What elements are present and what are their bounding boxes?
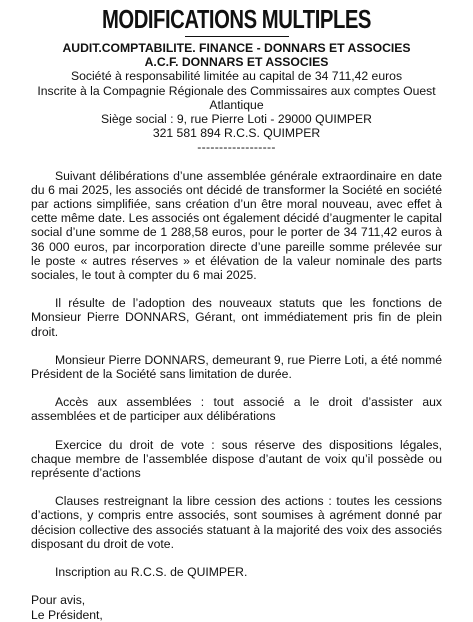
company-form: Société à responsabilité limitée au capital de 34 711,42 euros (70, 69, 403, 84)
closing-text: Pour avis, (31, 593, 86, 608)
registration-line-1: Inscrite à la Compagnie Régionale des Commissaires aux comptes Ouest (37, 83, 436, 98)
paragraph-voting-rights: Exercice du droit de vote : sous réserve des dispositions légales, chaque membre de l’assemblée dispose d’autant de voix qu’il possède ou représente d’actions (31, 437, 442, 481)
paragraph-president-appointment: Monsieur Pierre DONNARS, demeurant 9, rue Pierre Loti, a été nommé Président de la Société sans limitation de durée. (31, 352, 442, 382)
title-underline (185, 36, 289, 37)
company-header (31, 41, 442, 155)
signatory-text: Le Président, (31, 607, 103, 622)
notice-title: MODIFICATIONS MULTIPLES (101, 4, 372, 34)
registration-line-2: Atlantique (209, 97, 264, 112)
paragraph-registration: Inscription au R.C.S. de QUIMPER. (55, 565, 248, 580)
paragraph-meeting-access: Accès aux assemblées : tout associé a le droit d’assister aux assemblées et de participer aux délibérations (31, 395, 442, 424)
company-name: AUDIT.COMPTABILITE. FINANCE - DONNARS ET ASSOCIES (62, 41, 411, 55)
head-office: Siège social : 9, rue Pierre Loti - 29000 QUIMPER (101, 112, 372, 127)
closing-line (31, 593, 442, 607)
paragraph-transfer-clauses: Clauses restreignant la libre cession des actions : toutes les cessions d’actions, y compris entre associés, sont soumises à agrément donné par décision collective des associés statuant à la majorité des voix des associés disposant du droit de vote. (31, 494, 442, 551)
rcs-number: 321 581 894 R.C.S. QUIMPER (152, 126, 321, 141)
company-acronym: A.C.F. DONNARS ET ASSOCIES (144, 55, 329, 70)
notice-body (31, 169, 442, 622)
signatory-line (31, 608, 442, 622)
signature-block (31, 593, 442, 621)
header-separator: ------------------ (197, 140, 276, 155)
paragraph-transformation: Suivant délibérations d’une assemblée générale extraordinaire en date du 6 mai 2025, les associés ont décidé de transformer la Société en société par actions simplifiée, sans création d’un être moral nouveau, avec effet à cette même date. Les associés ont également décidé d’augmenter le capital social d’une somme de 1 288,58 euros, pour le porter de 34 711,42 euros à 36 000 euros, par incorporation directe d’une pareille somme prélevée sur le poste « autres réserves » et élévation de la valeur nominale des parts sociales, le tout à compter du 6 mai 2025. (31, 168, 442, 283)
paragraph-end-of-functions: Il résulte de l’adoption des nouveaux statuts que les fonctions de Monsieur Pierre DONNARS, Gérant, ont immédiatement pris fin de plein droit. (31, 296, 442, 339)
